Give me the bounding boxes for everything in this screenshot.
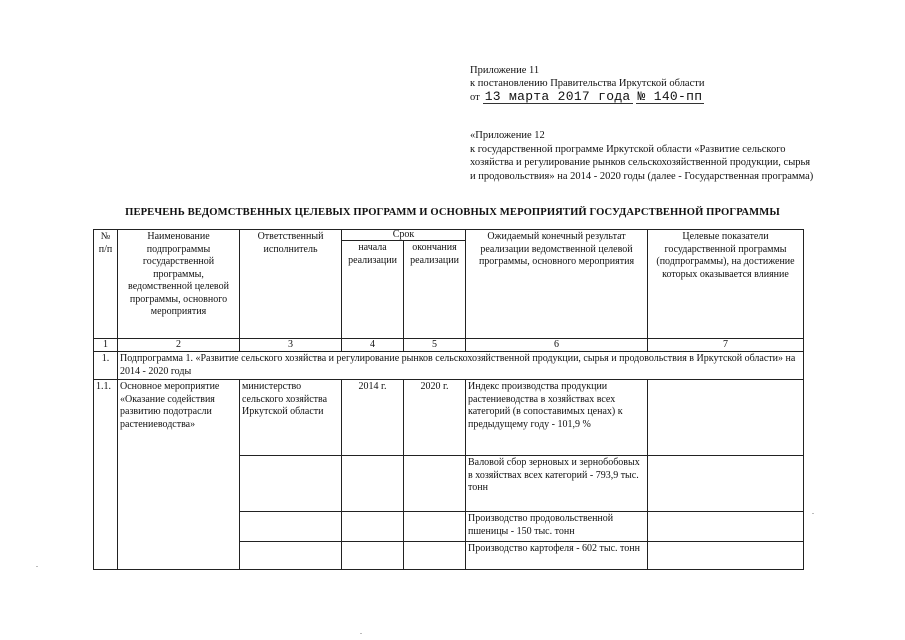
table-row xyxy=(94,380,804,456)
result-item: Производство картофеля - 602 тыс. тонн xyxy=(466,542,648,570)
col-number: 5 xyxy=(404,339,466,352)
empty-cell xyxy=(342,512,404,542)
decree-date-line xyxy=(470,90,704,104)
appendix-11-decree: к постановлению Правительства Иркутской области xyxy=(470,78,705,89)
col-number: 7 xyxy=(648,339,804,352)
col-number: 1 xyxy=(94,339,118,352)
scan-speck xyxy=(36,566,38,567)
appendix-12-title: «Приложение 12 xyxy=(470,130,545,141)
decree-number: № 140-пп xyxy=(637,89,703,104)
empty-cell xyxy=(240,512,342,542)
indicator-cell xyxy=(648,380,804,456)
programs-table xyxy=(93,229,804,570)
result-item: Индекс производства продукции растениеводства в хозяйствах всех категорий (в сопоставимых ценах) к предыдущему году - 101,9 % xyxy=(466,380,648,456)
empty-cell xyxy=(648,456,804,512)
appendix-11-block xyxy=(470,64,704,104)
subprogram-title: Подпрограмма 1. «Развитие сельского хозяйства и регулирование рынков сельскохозяйственной продукции, сырья и продовольствия в Иркутской области» на 2014 - 2020 годы xyxy=(118,352,804,380)
appendix-12-text: к государственной программе Иркутской области «Развитие сельского хозяйства и регулирование рынков сельскохозяйственной продукции, сырья и продовольствия» на 2014 - 2020 годы (далее - Государственная программа) xyxy=(470,143,814,182)
result-item: Производство продовольственной пшеницы - 150 тыс. тонн xyxy=(466,512,648,542)
measure-end: 2020 г. xyxy=(404,380,466,456)
header-row-1 xyxy=(94,230,804,241)
header-start: начала реализации xyxy=(342,241,404,339)
header-term: Срок xyxy=(342,230,466,241)
decree-from-label: от xyxy=(470,92,480,103)
empty-cell xyxy=(240,456,342,512)
empty-cell xyxy=(648,512,804,542)
col-number: 4 xyxy=(342,339,404,352)
col-number: 2 xyxy=(118,339,240,352)
measure-num: 1.1. xyxy=(94,380,118,570)
empty-cell xyxy=(404,542,466,570)
col-number: 6 xyxy=(466,339,648,352)
header-num: № п/п xyxy=(94,230,118,339)
appendix-11-title: Приложение 11 xyxy=(470,65,540,76)
col-number: 3 xyxy=(240,339,342,352)
empty-cell xyxy=(648,542,804,570)
header-result: Ожидаемый конечный результат реализации ведомственной целевой программы, основного мероприятия xyxy=(466,230,648,339)
header-indicators: Целевые показатели государственной программы (подпрограммы), на достижение которых оказывается влияние xyxy=(648,230,804,339)
result-item: Валовой сбор зерновых и зернобобовых в хозяйствах всех категорий - 793,9 тыс. тонн xyxy=(466,456,648,512)
scan-speck xyxy=(812,513,814,514)
measure-executor: министерство сельского хозяйства Иркутской области xyxy=(240,380,342,456)
empty-cell xyxy=(240,542,342,570)
measure-start: 2014 г. xyxy=(342,380,404,456)
scan-speck xyxy=(360,633,362,634)
header-name: Наименование подпрограммы государственной программы, ведомственной целевой программы, основного мероприятия xyxy=(118,230,240,339)
header-end: окончания реализации xyxy=(404,241,466,339)
empty-cell xyxy=(342,456,404,512)
empty-cell xyxy=(342,542,404,570)
appendix-12-block xyxy=(470,129,815,183)
empty-cell xyxy=(404,456,466,512)
subprogram-row xyxy=(94,352,804,380)
subprogram-num: 1. xyxy=(94,352,118,380)
document-title: ПЕРЕЧЕНЬ ВЕДОМСТВЕННЫХ ЦЕЛЕВЫХ ПРОГРАММ И ОСНОВНЫХ МЕРОПРИЯТИЙ ГОСУДАРСТВЕННОЙ ПРОГРАММЫ xyxy=(125,207,780,218)
header-executor: Ответственный исполнитель xyxy=(240,230,342,339)
column-number-row xyxy=(94,339,804,352)
empty-cell xyxy=(404,512,466,542)
decree-date: 13 марта 2017 года xyxy=(484,89,631,104)
measure-name: Основное мероприятие «Оказание содействия развитию подотрасли растениеводства» xyxy=(118,380,240,570)
